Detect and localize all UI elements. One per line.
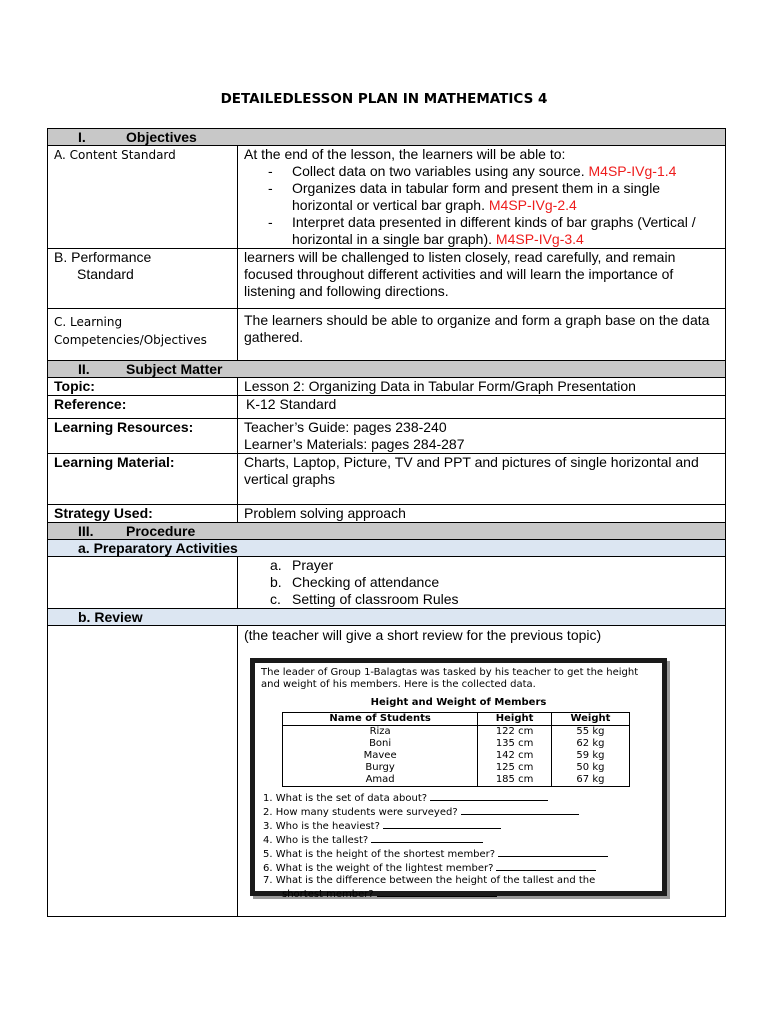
lesson-plan-table	[47, 128, 726, 917]
material-label: Learning Material:	[54, 454, 175, 470]
section-heading: Objectives	[126, 129, 197, 145]
section-heading: Subject Matter	[126, 361, 223, 377]
material-value: Charts, Laptop, Picture, TV and PPT and pictures of single horizontal and vertical graphs	[244, 454, 699, 487]
objectives-list	[244, 163, 719, 248]
question-item: 7. What is the difference between the height of the tallest and the	[263, 875, 596, 886]
strategy-value: Problem solving approach	[244, 505, 406, 521]
section-number: I.	[78, 129, 86, 145]
content-standard-row	[48, 146, 726, 249]
question-item: 3. Who is the heaviest?	[261, 819, 656, 833]
competencies-text: The learners should be able to organize and form a graph base on the data gathered.	[244, 312, 710, 345]
topic-row	[48, 378, 726, 396]
performance-label-cont: Standard	[77, 266, 134, 282]
section-number: II.	[78, 361, 90, 377]
section-subject-matter-header	[48, 361, 726, 378]
performance-standard-row	[48, 249, 726, 309]
question-item: shortest member?	[261, 887, 656, 901]
review-header	[48, 609, 726, 626]
worksheet-image	[250, 658, 667, 900]
preparatory-header	[48, 540, 726, 557]
section-procedure-header	[48, 523, 726, 540]
review-row	[48, 626, 726, 917]
resources-teacher-guide: Teacher’s Guide: pages 238-240	[244, 419, 447, 435]
section-number: III.	[78, 523, 94, 539]
review-heading: b. Review	[78, 609, 143, 625]
table-row: Amad 185 cm 67 kg	[283, 774, 630, 787]
review-text: (the teacher will give a short review for the previous topic)	[244, 627, 602, 643]
competencies-label: C. Learning Competencies/Objectives	[54, 315, 207, 347]
strategy-label: Strategy Used:	[54, 505, 153, 521]
preparatory-heading: a. Preparatory Activities	[78, 540, 238, 556]
table-row: Boni 135 cm 62 kg	[283, 738, 630, 750]
worksheet-questions	[261, 791, 656, 901]
strategy-row	[48, 505, 726, 523]
preparatory-list	[244, 557, 719, 608]
table-row: Burgy 125 cm 50 kg	[283, 762, 630, 774]
section-objectives-header	[48, 129, 726, 146]
worksheet-intro: The leader of Group 1-Balagtas was tasked by his teacher to get the height and weight of his members. Here is the collected data.	[261, 667, 639, 690]
material-row	[48, 454, 726, 505]
resources-row	[48, 419, 726, 454]
question-item: 4. Who is the tallest?	[261, 833, 656, 847]
performance-label: B. Performance	[54, 249, 152, 265]
question-item: 2. How many students were surveyed?	[261, 805, 656, 819]
worksheet-data-table	[282, 712, 630, 787]
question-item: 1. What is the set of data about?	[261, 791, 656, 805]
topic-value: Lesson 2: Organizing Data in Tabular Form/Graph Presentation	[244, 378, 636, 394]
topic-label: Topic:	[54, 378, 95, 394]
resources-label: Learning Resources:	[54, 419, 194, 435]
column-header: Height	[478, 713, 552, 726]
competencies-row	[48, 309, 726, 361]
performance-text: learners will be challenged to listen closely, read carefully, and remain focused throughout different activities and will learn the importance of listening and following directions.	[244, 249, 676, 299]
section-heading: Procedure	[126, 523, 196, 539]
content-standard-label: A. Content Standard	[54, 148, 176, 162]
objective-item: - Interpret data presented in different kinds of bar graphs (Vertical / horizontal in a single bar graph). M4SP-IVg-3.4	[268, 214, 719, 248]
objectives-intro: At the end of the lesson, the learners will be able to:	[244, 146, 566, 162]
competency-code: M4SP-IVg-3.4	[495, 231, 584, 247]
table-row: Mavee 142 cm 59 kg	[283, 750, 630, 762]
worksheet-table-title: Height and Weight of Members	[370, 697, 547, 708]
reference-value: K-12 Standard	[246, 396, 337, 412]
document-title: DETAILEDLESSON PLAN IN MATHEMATICS 4	[220, 91, 548, 107]
list-item: c. Setting of classroom Rules	[270, 591, 459, 607]
objective-item: - Collect data on two variables using any source. M4SP-IVg-1.4	[268, 163, 719, 180]
resources-learner-materials: Learner’s Materials: pages 284-287	[244, 436, 465, 452]
list-item: b. Checking of attendance	[270, 574, 440, 590]
competency-code: M4SP-IVg-2.4	[488, 197, 577, 213]
reference-label: Reference:	[54, 396, 127, 412]
column-header: Name of Students	[283, 713, 478, 726]
objective-item: - Organizes data in tabular form and present them in a single horizontal or vertical bar graph. M4SP-IVg-2.4	[268, 180, 719, 214]
competency-code: M4SP-IVg-1.4	[588, 163, 677, 179]
preparatory-row	[48, 557, 726, 609]
question-item: 5. What is the height of the shortest member?	[261, 847, 656, 861]
reference-row	[48, 396, 726, 419]
list-item: a. Prayer	[270, 557, 334, 573]
table-row: Riza 122 cm 55 kg	[283, 726, 630, 739]
question-item: 6. What is the weight of the lightest member?	[261, 861, 656, 875]
column-header: Weight	[551, 713, 629, 726]
